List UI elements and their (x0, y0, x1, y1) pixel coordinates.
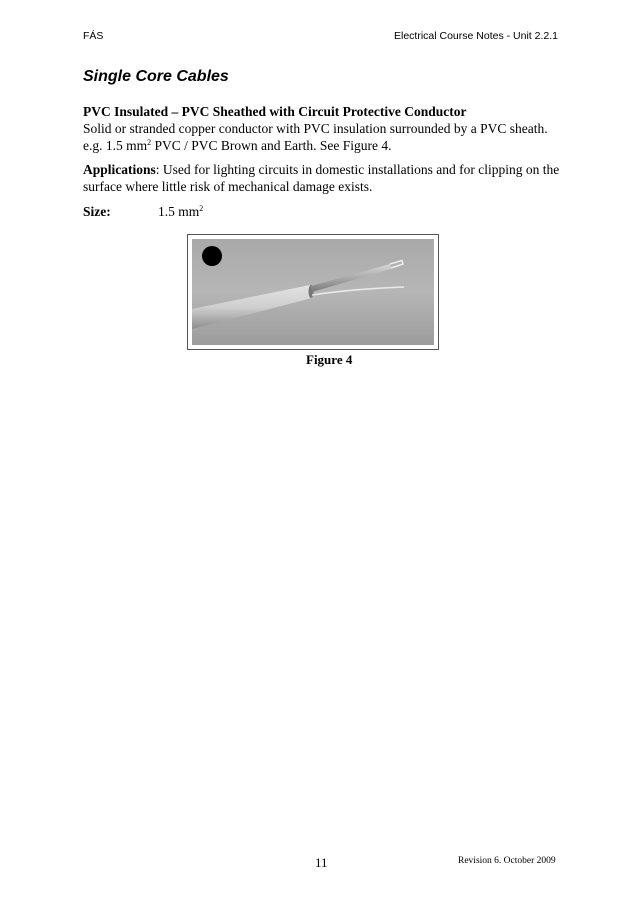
figure-4-frame (187, 234, 439, 350)
header-right: Electrical Course Notes - Unit 2.2.1 (394, 30, 558, 42)
figure-caption: Figure 4 (306, 352, 353, 367)
size-row (83, 203, 583, 220)
example-superscript: 2 (147, 138, 152, 147)
example-suffix: PVC / PVC Brown and Earth. See Figure 4. (151, 138, 392, 153)
description-line-2 (83, 137, 583, 154)
applications-label: Applications (83, 162, 156, 177)
cable-photo (192, 239, 434, 345)
description-line-1: Solid or stranded copper conductor with PVC insulation surrounded by a PVC sheath. (83, 121, 548, 136)
size-value: 1.5 mm (158, 204, 200, 219)
section-title: Single Core Cables (83, 68, 229, 85)
size-superscript: 2 (199, 204, 204, 213)
revision-note: Revision 6. October 2009 (458, 856, 556, 866)
example-prefix: e.g. 1.5 mm (83, 138, 148, 153)
applications-text: : Used for lighting circuits in domestic installations and for clipping on the surface where little risk of mechanical damage exists. (83, 162, 560, 194)
page-number: 11 (315, 855, 328, 870)
cable-description (83, 103, 583, 154)
header-left: FÁS (83, 30, 104, 42)
punch-hole-mark (202, 246, 222, 266)
subsection-heading: PVC Insulated – PVC Sheathed with Circuit Protective Conductor (83, 104, 467, 119)
size-label: Size: (83, 204, 111, 219)
applications-paragraph (83, 161, 583, 195)
